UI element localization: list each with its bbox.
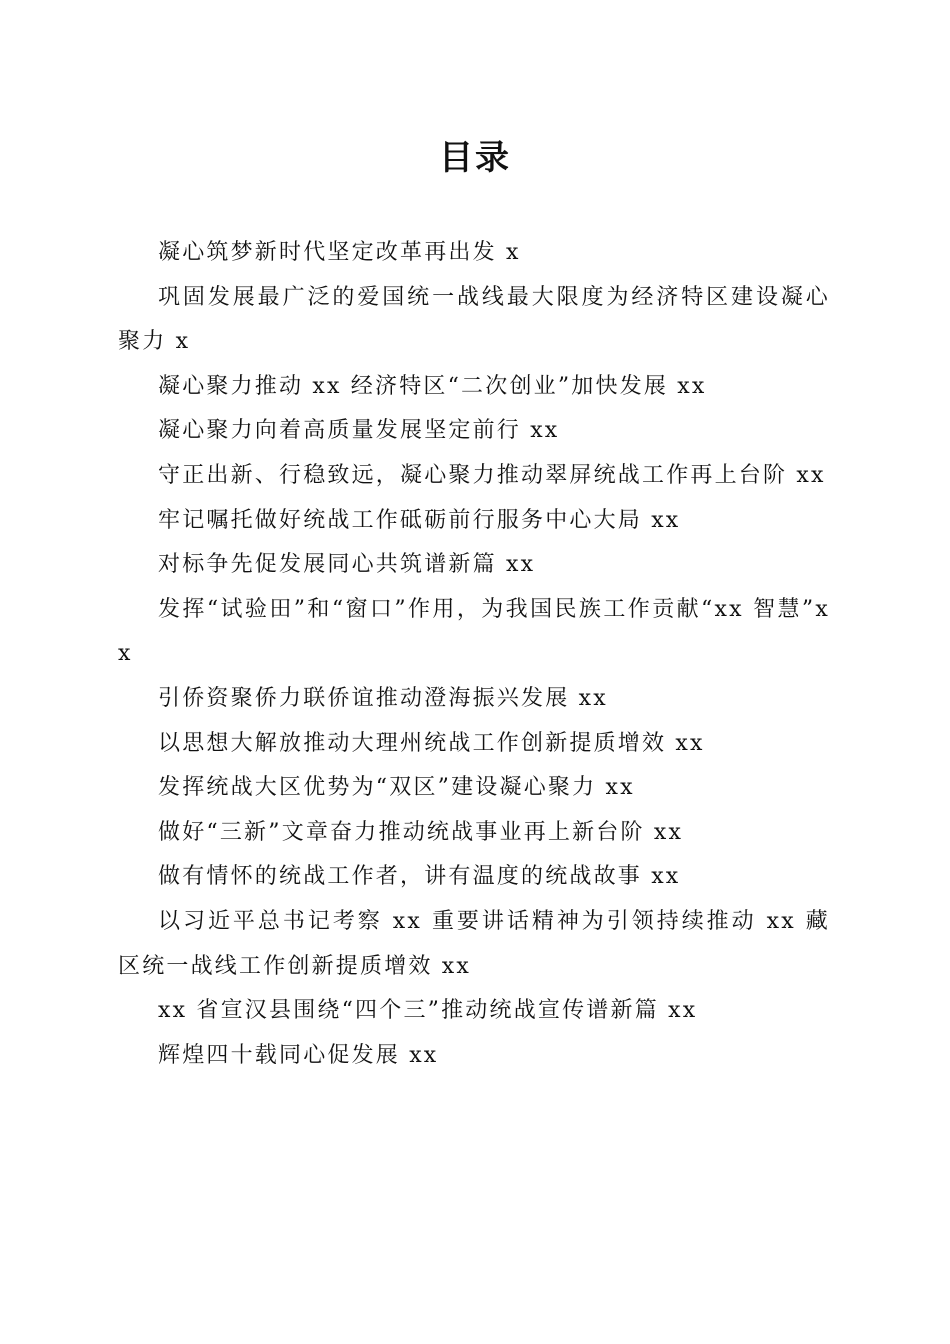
toc-item: 做好“三新”文章奋力推动统战事业再上新台阶 xx: [158, 819, 684, 845]
toc-item: 凝心聚力向着高质量发展坚定前行 xx: [158, 418, 560, 444]
toc-item: 发挥“试验田”和“窗口”作用，为我国民族工作贡献“xx 智慧”xx: [118, 596, 830, 667]
toc-item: 对标争先促发展同心共筑谱新篇 xx: [158, 552, 536, 578]
toc-item: 引侨资聚侨力联侨谊推动澄海振兴发展 xx: [158, 685, 608, 711]
toc-item: xx 省宣汉县围绕“四个三”推动统战宣传谱新篇 xx: [158, 998, 698, 1024]
toc-item: 巩固发展最广泛的爱国统一战线最大限度为经济特区建设凝心聚力 x: [118, 284, 830, 355]
toc-item: 凝心筑梦新时代坚定改革再出发 x: [158, 240, 521, 265]
toc-item: 发挥统战大区优势为“双区”建设凝心聚力 xx: [158, 775, 635, 801]
toc-item: 做有情怀的统战工作者，讲有温度的统战故事 xx: [158, 864, 681, 890]
table-of-contents: [118, 231, 830, 1078]
toc-item: 凝心聚力推动 xx 经济特区“二次创业”加快发展 xx: [158, 373, 707, 399]
toc-item: 以习近平总书记考察 xx 重要讲话精神为引领持续推动 xx 藏区统一战线工作创新提质增效 xx: [118, 908, 830, 979]
toc-item: 牢记嘱托做好统战工作砥砺前行服务中心大局 xx: [158, 507, 681, 533]
toc-item: 辉煌四十载同心促发展 xx: [158, 1042, 439, 1068]
page-title: 目录: [439, 138, 511, 178]
toc-item: 守正出新、行稳致远，凝心聚力推动翠屏统战工作再上台阶 xx: [158, 462, 826, 488]
toc-item: 以思想大解放推动大理州统战工作创新提质增效 xx: [158, 730, 705, 756]
